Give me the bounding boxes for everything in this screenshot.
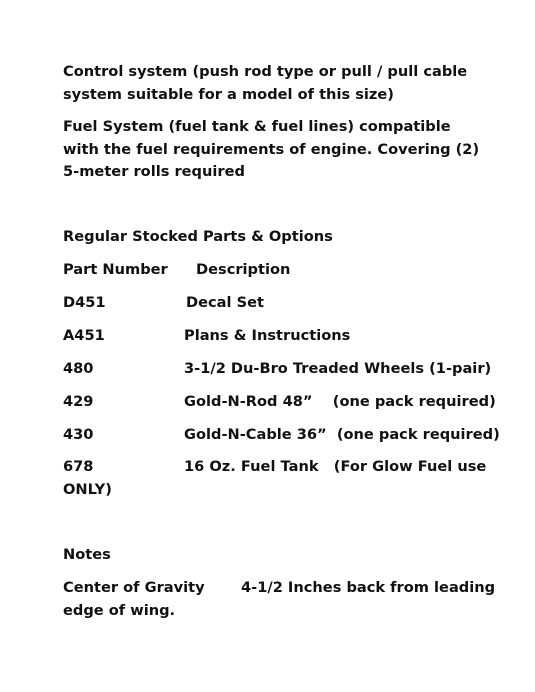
part-description: 16 Oz. Fuel Tank (For Glow Fuel use [184, 458, 487, 475]
fuel-system-text: Fuel System (fuel tank & fuel lines) compatible with the fuel requirements of engine. Covering (2) 5-meter rolls required [63, 118, 480, 180]
notes-heading: Notes [63, 546, 111, 563]
parts-row [63, 391, 496, 414]
part-description-continuation: ONLY) [63, 481, 112, 498]
part-number: A451 [63, 327, 105, 344]
parts-row [63, 325, 483, 348]
cog-value-continuation: edge of wing. [63, 602, 176, 619]
center-of-gravity-note [63, 577, 496, 600]
parts-row [63, 456, 487, 479]
parts-row [63, 358, 492, 381]
cog-label: Center of Gravity [63, 579, 205, 596]
part-description: Decal Set [186, 294, 264, 311]
part-number: 429 [63, 393, 94, 410]
part-description: Gold-N-Cable 36” (one pack required) [184, 426, 500, 443]
parts-row [63, 424, 500, 447]
parts-heading: Regular Stocked Parts & Options [63, 228, 333, 245]
part-number: 678 [63, 458, 94, 475]
part-description: Gold-N-Rod 48” (one pack required) [184, 393, 496, 410]
part-description: Plans & Instructions [184, 327, 351, 344]
part-number: 430 [63, 426, 94, 443]
part-number: 480 [63, 360, 94, 377]
parts-row [63, 292, 483, 315]
part-number: D451 [63, 294, 106, 311]
part-number-header: Part Number [63, 261, 168, 278]
parts-table-header [63, 259, 483, 282]
part-description: 3-1/2 Du-Bro Treaded Wheels (1-pair) [184, 360, 492, 377]
description-header: Description [196, 261, 291, 278]
cog-value: 4-1/2 Inches back from leading [241, 579, 496, 596]
control-system-text: Control system (push rod type or pull / pull cable system suitable for a model of this size) [63, 63, 468, 103]
